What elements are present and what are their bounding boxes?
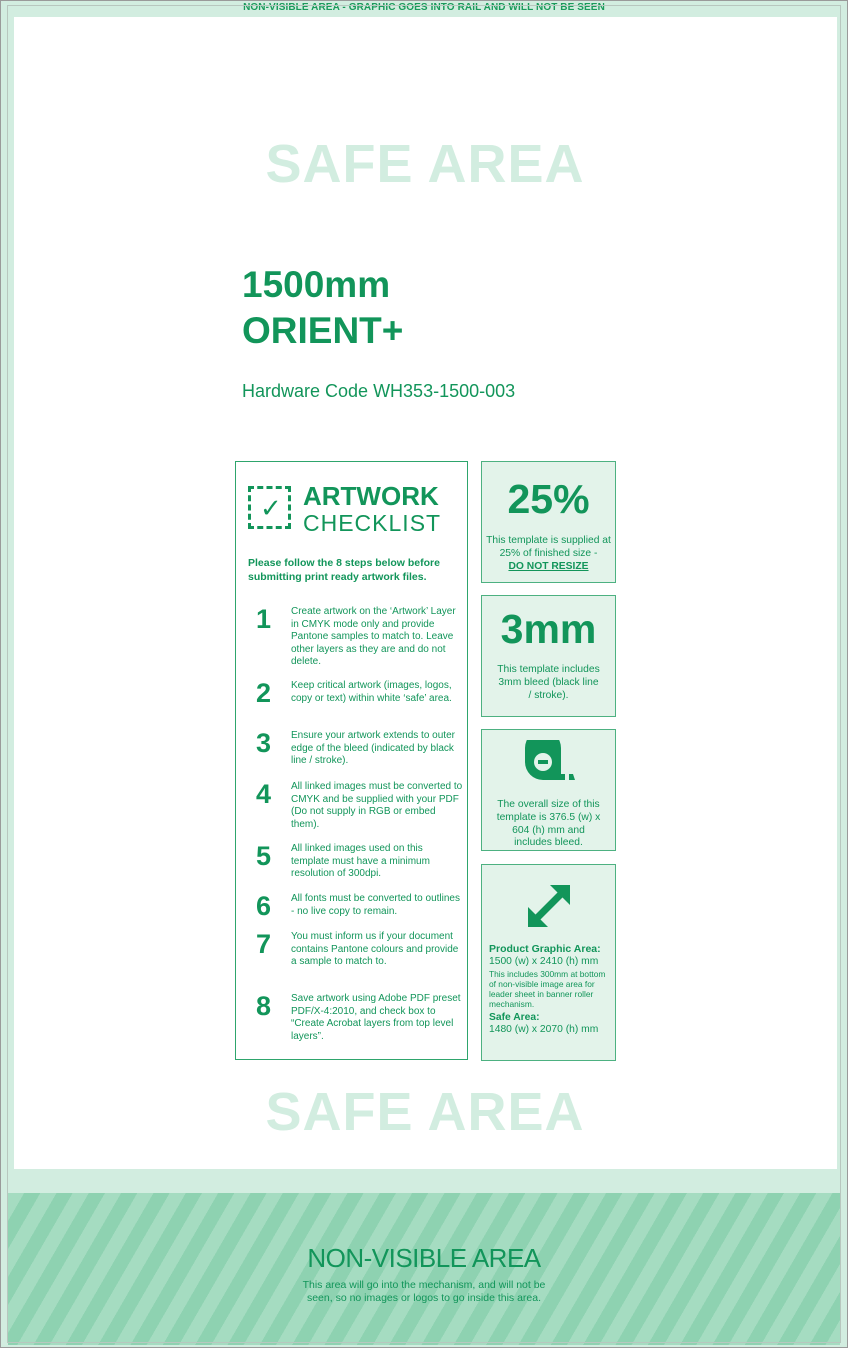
checklist-title-line1: ARTWORK — [303, 481, 439, 511]
resize-arrows-icon — [520, 877, 578, 935]
checklist-intro: Please follow the 8 steps below before submitting print ready artwork files. — [248, 557, 440, 583]
template-size-box — [481, 729, 616, 851]
scale-value: 25% — [507, 476, 590, 522]
step-number: 4 — [256, 779, 272, 809]
graphic-area-details — [489, 943, 608, 1037]
artwork-checklist-panel — [235, 461, 468, 1060]
step-number: 3 — [256, 728, 272, 758]
step-number: 8 — [256, 991, 272, 1021]
do-not-resize-warning: DO NOT RESIZE — [508, 560, 589, 572]
non-visible-description: This area will go into the mechanism, and will not be seen, so no images or logos to go inside this area. — [302, 1279, 546, 1304]
step-text: Create artwork on the ‘Artwork’ Layer in CMYK mode only and provide Pantone samples to match to. Leave other layers as they are and do not delete. — [291, 606, 456, 668]
top-rail-label: NON-VISIBLE AREA - GRAPHIC GOES INTO RAIL AND WILL NOT BE SEEN — [243, 2, 605, 13]
step-number: 6 — [256, 891, 272, 921]
step-text: You must inform us if your document contains Pantone colours and provide a sample to match to. — [291, 931, 459, 968]
step-text: All linked images must be converted to CMYK and be supplied with your PDF (Do not supply in RGB or embed them). — [291, 781, 463, 830]
non-visible-title: NON-VISIBLE AREA — [307, 1243, 541, 1273]
step-number: 2 — [256, 678, 272, 708]
scale-info-box — [481, 461, 616, 583]
safe-area-label-top: SAFE AREA — [265, 134, 585, 194]
product-name: ORIENT+ — [242, 310, 404, 351]
checklist-icon: ✓ — [248, 486, 291, 529]
graphic-area-note: This includes 300mm at bottom of non-visible image area for leader sheet in banner roller mechanism. — [489, 968, 606, 1009]
checklist-title-line2: CHECKLIST — [303, 510, 442, 536]
step-text: Ensure your artwork extends to outer edge of the bleed (indicated by black line / stroke). — [291, 730, 455, 767]
bleed-info-box — [481, 595, 616, 717]
scale-text — [486, 535, 611, 573]
bleed-text: This template includes 3mm bleed (black line / stroke). — [497, 664, 600, 701]
step-number: 1 — [256, 604, 272, 634]
step-text: Save artwork using Adobe PDF preset PDF/X-4:2010, and check box to “Create Acrobat layers from top level layers”. — [291, 993, 461, 1042]
step-text: All fonts must be converted to outlines - no live copy to remain. — [291, 893, 460, 917]
scale-description: This template is supplied at 25% of finished size - — [486, 535, 611, 559]
non-visible-area — [8, 1193, 840, 1345]
template-size-text: The overall size of this template is 376.5 (w) x 604 (h) mm and includes bleed. — [496, 799, 601, 849]
safe-area-label-bottom: SAFE AREA — [265, 1082, 585, 1142]
step-number: 7 — [256, 929, 272, 959]
graphic-area-label: Product Graphic Area: — [489, 943, 601, 955]
product-size: 1500mm — [242, 264, 391, 305]
step-number: 5 — [256, 841, 272, 871]
graphic-area-box — [481, 864, 616, 1061]
safe-area-size-label: Safe Area: — [489, 1011, 540, 1023]
hardware-code: Hardware Code WH353-1500-003 — [242, 381, 516, 401]
graphic-area-value: 1500 (w) x 2410 (h) mm — [489, 955, 599, 967]
non-visible-text — [8, 1279, 840, 1305]
safe-area-size-value: 1480 (w) x 2070 (h) mm — [489, 1024, 599, 1036]
step-text: All linked images used on this template must have a minimum resolution of 300dpi. — [291, 843, 430, 880]
bleed-value: 3mm — [500, 606, 597, 652]
tape-measure-icon — [519, 740, 579, 788]
step-text: Keep critical artwork (images, logos, copy or text) within white ‘safe’ area. — [291, 680, 452, 704]
